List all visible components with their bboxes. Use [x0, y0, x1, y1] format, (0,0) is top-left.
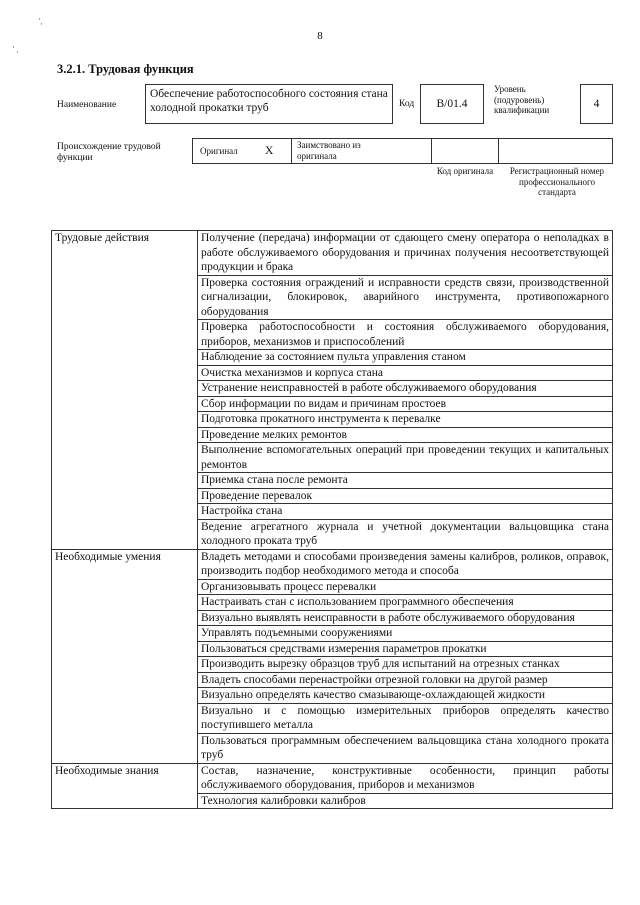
table-cell: Визуально определять качество смазывающе-охлаждающей жидкости [198, 688, 613, 704]
scan-speck: · [40, 19, 43, 29]
origin-divider-1 [291, 138, 292, 164]
table-cell: Визуально выявлять неисправности в работе обслуживаемого оборудования [198, 610, 613, 626]
level-value-box [580, 84, 613, 124]
table-cell: Наблюдение за состоянием пульта управления станом [198, 350, 613, 366]
original-mark: X [265, 145, 274, 157]
origin-divider-3 [498, 138, 499, 164]
table-cell: Организовывать процесс перевалки [198, 579, 613, 595]
code-value-box [420, 84, 484, 124]
table-cell: Управлять подъемными сооружениями [198, 626, 613, 642]
name-value-box [145, 84, 393, 124]
table-cell: Визуально и с помощью измерительных приборов определять качество поступившего металла [198, 703, 613, 733]
code-label: Код [399, 99, 415, 109]
name-label: Наименование [57, 100, 117, 110]
section-title: 3.2.1. Трудовая функция [57, 62, 194, 76]
table-cell: Пользоваться средствами измерения параметров прокатки [198, 641, 613, 657]
table-cell: Владеть способами перенастройки отрезной головки на другой размер [198, 672, 613, 688]
table-cell: Проверка работоспособности и состояния обслуживаемого оборудования, приборов, механизмов и приспособлений [198, 320, 613, 350]
table-row [52, 763, 613, 793]
table-cell: Проверка состояния ограждений и исправности средств связи, производственной сигнализации, блокировок, аварийного инструмента, противопожарного оборудования [198, 275, 613, 320]
table-cell: Очистка механизмов и корпуса стана [198, 365, 613, 381]
table-cell: Выполнение вспомогательных операций при проведении текущих и капитальных ремонтов [198, 443, 613, 473]
section-name: Трудовые действия [52, 231, 198, 550]
table-cell: Пользоваться программным обеспечением вальцовщика стана холодного проката труб [198, 733, 613, 763]
origin-divider-2 [431, 138, 432, 164]
labor-function-table [51, 230, 613, 809]
borrowed-label: Заимствовано из оригинала [297, 140, 361, 161]
table-cell: Настройка стана [198, 504, 613, 520]
table-cell: Настраивать стан с использованием программного обеспечения [198, 595, 613, 611]
origin-label: Происхождение трудовой функции [57, 142, 161, 163]
reg-number-caption: Регистрационный номер профессионального стандарта [509, 166, 605, 197]
scan-speck: · [12, 42, 15, 52]
table-cell: Владеть методами и способами произведения замены калибров, роликов, оправок, производить подбор необходимого метода и способа [198, 549, 613, 579]
section-name: Необходимые умения [52, 549, 198, 763]
function-code: B/01.4 [436, 98, 468, 110]
origin-table [192, 138, 613, 164]
original-label: Оригинал [200, 146, 238, 156]
table-cell: Приемка стана после ремонта [198, 473, 613, 489]
table-cell: Подготовка прокатного инструмента к перевалке [198, 412, 613, 428]
table-cell: Технология калибровки калибров [198, 793, 613, 809]
level-label: Уровень (подуровень) квалификации [494, 84, 550, 115]
table-cell: Устранение неисправностей в работе обслуживаемого оборудования [198, 381, 613, 397]
qualification-level: 4 [593, 98, 600, 110]
table-cell: Производить вырезку образцов труб для испытаний на отрезных станках [198, 657, 613, 673]
table-cell: Проведение мелких ремонтов [198, 427, 613, 443]
section-name: Необходимые знания [52, 763, 198, 809]
table-cell: Проведение перевалок [198, 488, 613, 504]
table-cell: Получение (передача) информации от сдающего смену оператора о неполадках в работе обслуживаемого оборудования и причинах получения несоответствующей продукции и брака [198, 231, 613, 276]
page-number: 8 [317, 30, 323, 42]
scan-speck: · [16, 47, 19, 57]
table-row [52, 549, 613, 579]
table-row [52, 231, 613, 276]
code-original-caption: Код оригинала [436, 166, 494, 176]
table-cell: Сбор информации по видам и причинам простоев [198, 396, 613, 412]
table-cell: Ведение агрегатного журнала и учетной документации вальцовщика стана холодного проката труб [198, 519, 613, 549]
function-name: Обеспечение работоспособного состояния стана холодной прокатки труб [150, 88, 388, 114]
scan-speck: · [38, 14, 41, 24]
table-cell: Состав, назначение, конструктивные особенности, принцип работы обслуживаемого оборудования, приборов и механизмов [198, 763, 613, 793]
